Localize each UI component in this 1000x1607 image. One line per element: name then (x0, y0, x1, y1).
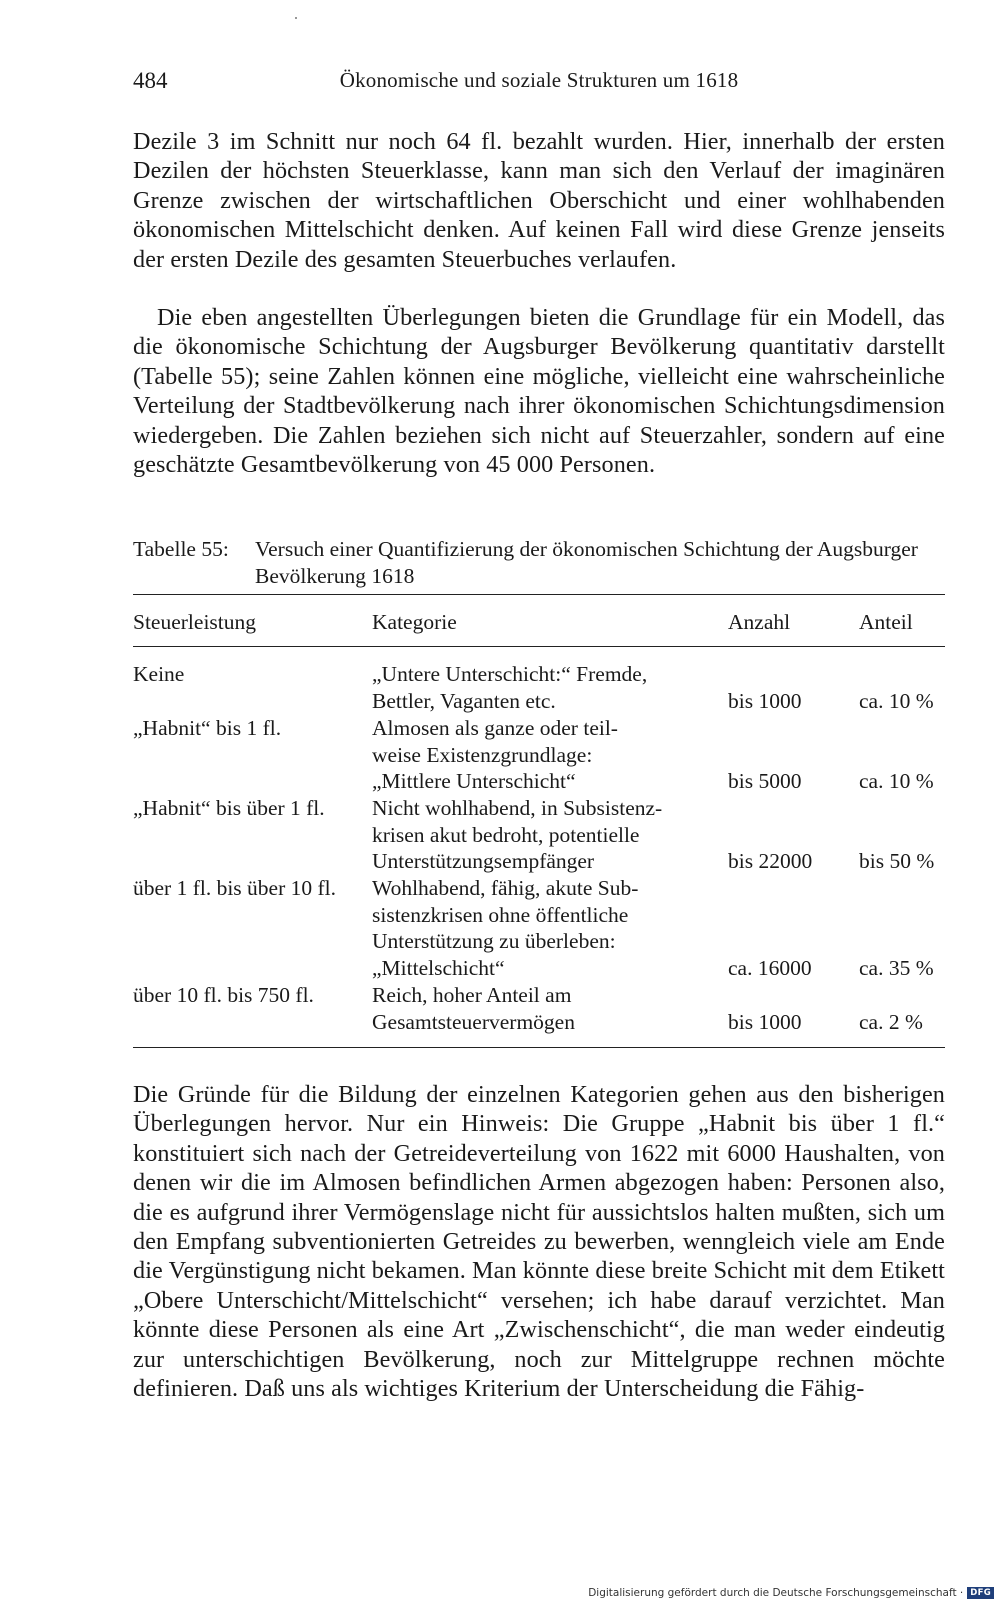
table-row-1-steuer: Keine (133, 662, 185, 686)
table-row-3-steuer: „Habnit“ bis über 1 fl. (133, 796, 325, 820)
table-row-5-steuer: über 10 fl. bis 750 fl. (133, 983, 314, 1007)
table-row-4-anzahl: ca. 16000 (728, 956, 812, 980)
running-title: Ökonomische und soziale Strukturen um 1618 (339, 68, 739, 92)
kategorie-line: sistenzkrisen ohne öffentliche (372, 902, 629, 927)
paragraph-1: Dezile 3 im Schnitt nur noch 64 fl. bezahlt wurden. Hier, innerhalb der ersten Dezilen der höchsten Steuerklasse, kann man sich den Verlauf der imaginären Grenze zwischen der wirtschaftlichen Oberschicht und einer wohlhabenden ökonomischen Mittelschicht denken. Auf keinen Fall wird diese Grenze jenseits der ersten Dezile des gesamten Steuerbuches verlaufen. (133, 128, 945, 273)
table-row-2-kategorie (372, 715, 618, 795)
table-row-5-kategorie (372, 982, 575, 1035)
table-row-3-anzahl: bis 22000 (728, 849, 813, 873)
table-row-4-anteil: ca. 35 % (859, 956, 934, 980)
table-caption-label: Tabelle 55: (133, 537, 229, 561)
kategorie-line: Gesamtsteuervermögen (372, 1009, 575, 1034)
kategorie-line: „Mittelschicht“ (372, 955, 505, 980)
table-row-1-anteil: ca. 10 % (859, 689, 934, 713)
page-header (133, 68, 945, 98)
column-header-steuerleistung: Steuerleistung (133, 610, 257, 634)
table-row-4-kategorie (372, 875, 638, 981)
table-row-5-anteil: ca. 2 % (859, 1010, 923, 1034)
table-row-4-steuer: über 1 fl. bis über 10 fl. (133, 876, 337, 900)
table-caption-text: Versuch einer Quantifizierung der ökonomischen Schichtung der Augsburger Bevölkerung 1618 (255, 537, 918, 588)
table-row-2-anteil: ca. 10 % (859, 769, 934, 793)
table-row-1-kategorie (372, 661, 647, 714)
footer-text: Digitalisierung gefördert durch die Deutsche Forschungsgemeinschaft · (588, 1587, 964, 1599)
paragraph-3: Die Gründe für die Bildung der einzelnen Kategorien gehen aus den bisherigen Überlegungen hervor. Nur ein Hinweis: Die Gruppe „Habnit bis über 1 fl.“ konstituiert sich nach der Getreideverteilung von 1622 mit 6000 Haushalten, von denen wir die im Almosen befindlichen Armen abgezogen haben: Personen also, die es aufgrund ihrer Vermögenslage nicht für aussichtslos halten mußten, sich um den Empfang subventionierten Getreides zu bewerben, wenngleich viele am Ende die Vergünstigung nicht bekamen. Man könnte diese breite Schicht mit dem Etikett „Obere Unterschicht/Mittelschicht“ versehen; ich habe darauf verzichtet. Man könnte diese Personen als eine Art „Zwischenschicht“, die man weder eindeutig zur unterschichtigen Bevölkerung, noch zur Mittelgruppe rechnen möchte definieren. Daß uns als wichtiges Kriterium der Unterscheidung die Fähig- (133, 1081, 945, 1403)
kategorie-line: weise Existenzgrundlage: (372, 742, 593, 767)
table-top-rule (133, 594, 945, 595)
kategorie-line: Nicht wohlhabend, in Subsistenz- (372, 796, 663, 820)
kategorie-line: „Untere Unterschicht:“ Fremde, (372, 662, 648, 686)
column-header-anteil: Anteil (859, 610, 913, 634)
kategorie-line: Wohlhabend, fähig, akute Sub- (372, 876, 639, 900)
table-row-5-anzahl: bis 1000 (728, 1010, 802, 1034)
kategorie-line: krisen akut bedroht, potentielle (372, 822, 640, 847)
scan-speck (295, 17, 297, 19)
table-header-rule (133, 646, 945, 647)
kategorie-line: Almosen als ganze oder teil- (372, 716, 618, 740)
page-number: 484 (133, 68, 168, 93)
kategorie-line: Reich, hoher Anteil am (372, 983, 572, 1007)
table-row-2-anzahl: bis 5000 (728, 769, 802, 793)
table-bottom-rule (133, 1047, 945, 1048)
column-header-kategorie: Kategorie (372, 610, 457, 634)
digitization-footer (588, 1587, 994, 1599)
kategorie-line: „Mittlere Unterschicht“ (372, 769, 576, 794)
dfg-logo: DFG (967, 1587, 994, 1599)
table-row-3-anteil: bis 50 % (859, 849, 935, 873)
kategorie-line: Bettler, Vaganten etc. (372, 688, 556, 713)
table-row-3-kategorie (372, 795, 662, 875)
table-row-2-steuer: „Habnit“ bis 1 fl. (133, 716, 282, 740)
paragraph-2: Die eben angestellten Überlegungen bieten die Grundlage für ein Modell, das die ökonomische Schichtung der Augsburger Bevölkerung quantitativ darstellt (Tabelle 55); seine Zahlen können eine mögliche, vielleicht eine wahrscheinliche Verteilung der Stadtbevölkerung nach ihrer ökonomischen Schichtungsdimension wiedergeben. Die Zahlen beziehen sich nicht auf Steuerzahler, sondern auf eine geschätzte Gesamtbevölkerung von 45 000 Personen. (133, 304, 945, 479)
kategorie-line: Unterstützung zu überleben: (372, 929, 616, 954)
table-row-1-anzahl: bis 1000 (728, 689, 802, 713)
kategorie-line: Unterstützungsempfänger (372, 849, 595, 874)
column-header-anzahl: Anzahl (728, 610, 791, 634)
